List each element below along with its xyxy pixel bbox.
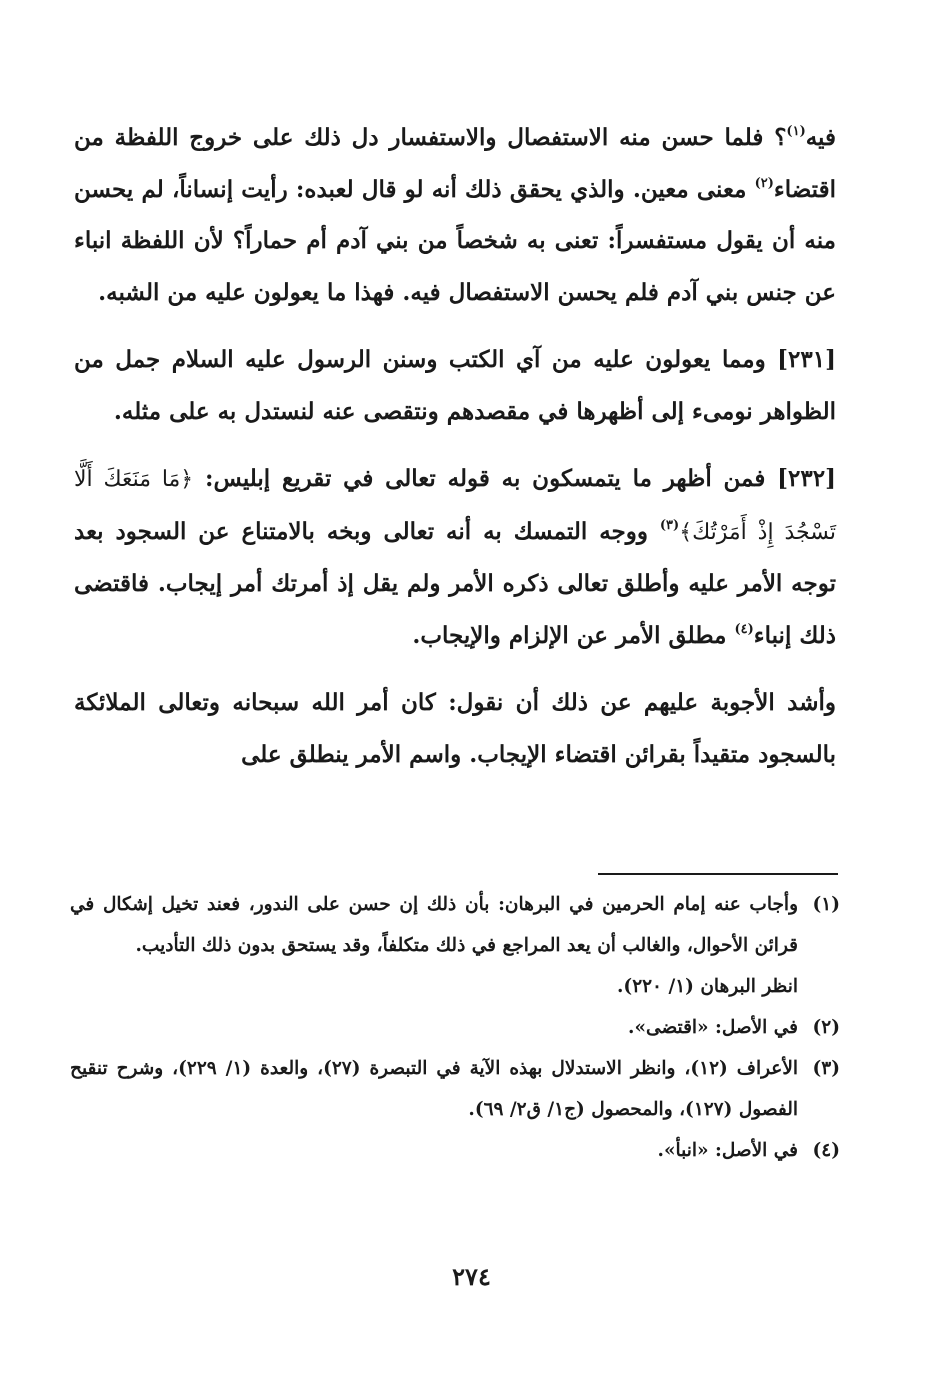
footnote-4-number: (٤)	[812, 1140, 840, 1161]
paragraph-232	[74, 453, 836, 661]
footnote-4	[70, 1130, 840, 1171]
footnote-1	[70, 884, 840, 966]
footnote-ref-4: (٤)	[734, 621, 754, 637]
footnote-1-continuation: انظر البرهان (١/ ٢٢٠).	[616, 976, 798, 997]
footnote-3-number: (٣)	[812, 1058, 840, 1079]
footnote-2-text: في الأصل: «اقتضى».	[628, 1017, 798, 1038]
quran-verse: ﴿مَا مَنَعَكَ أَلَّا تَسْجُدَ إِذْ أَمَرْتُكَ﴾	[74, 467, 836, 545]
footnote-4-text: في الأصل: «انبأ».	[657, 1140, 798, 1161]
paragraph-232-text-b: مطلق الأمر عن الإلزام والإيجاب.	[412, 621, 735, 649]
footnote-2	[70, 1007, 840, 1048]
paragraph-1-text-b: معنى معين. والذي يحقق ذلك أنه لو قال لعبده: رأيت إنساناً، لم يحسن منه أن يقول مستفسراً: تعنى به شخصاً من بني آدم أم حماراً؟ لأن اللفظة انباء عن جنس بني آدم فلم يحسن الاستفصال فيه. فهذا ما يعولون عليه من الشبه.	[74, 175, 836, 306]
paragraph-232-lead: [٢٣٢] فمن أظهر ما يتمسكون به قوله تعالى في تقريع إبليس:	[193, 465, 836, 492]
paragraph-231: [٢٣١] ومما يعولون عليه من آي الكتب وسنن الرسول عليه السلام جمل من الظواهر نومىء إلى أظهرها في مقصدهم ونتقصى عنه لنستدل به على مثله.	[74, 346, 836, 425]
footnote-ref-2: (٢)	[754, 175, 774, 191]
footnote-3-text: الأعراف (١٢)، وانظر الاستدلال بهذه الآية في التبصرة (٢٧)، والعدة (١/ ٢٢٩)، وشرح تنقيح الفصول (١٢٧)، والمحصول (ج١/ ق٢/ ٦٩).	[70, 1058, 799, 1120]
footnotes	[70, 884, 840, 1171]
footnote-1-number: (١)	[812, 894, 840, 915]
footnote-2-number: (٢)	[812, 1017, 840, 1038]
paragraph-1-text-a: ؟ فلما حسن منه الاستفصال والاستفسار دل ذلك على خروج اللفظة من اقتضاء	[74, 124, 836, 203]
paragraph-232-text-a: ووجه التمسك به أنه تعالى وبخه بالامتناع عن السجود بعد توجه الأمر عليه وأطلق تعالى ذكره الأمر ولم يقل إذ أمرتك أمر إيجاب. فاقتضى ذلك إنباء	[74, 517, 836, 649]
footnote-1-text: وأجاب عنه إمام الحرمين في البرهان: بأن ذلك إن حسن على الندور، فعند تخيل إشكال في قرائن الأحوال، والغالب أن يعد المراجع في ذلك متكلفاً، وقد يستحق بدون ذلك التأديب.	[70, 894, 798, 956]
paragraph-1-lead: فيه	[805, 124, 836, 151]
footnote-3	[70, 1048, 840, 1130]
footnote-ref-1: (١)	[786, 124, 806, 139]
page-number: ٢٧٤	[452, 1262, 491, 1291]
paragraph-1	[74, 112, 836, 318]
footnote-ref-3: (٣)	[659, 517, 680, 533]
paragraph-4: وأشد الأجوبة عليهم عن ذلك أن نقول: كان أمر الله سبحانه وتعالى الملائكة بالسجود متقيداً بقرائن اقتضاء الإيجاب. واسم الأمر ينطلق على	[74, 689, 836, 768]
main-text	[74, 112, 836, 780]
footnote-separator	[598, 873, 838, 875]
